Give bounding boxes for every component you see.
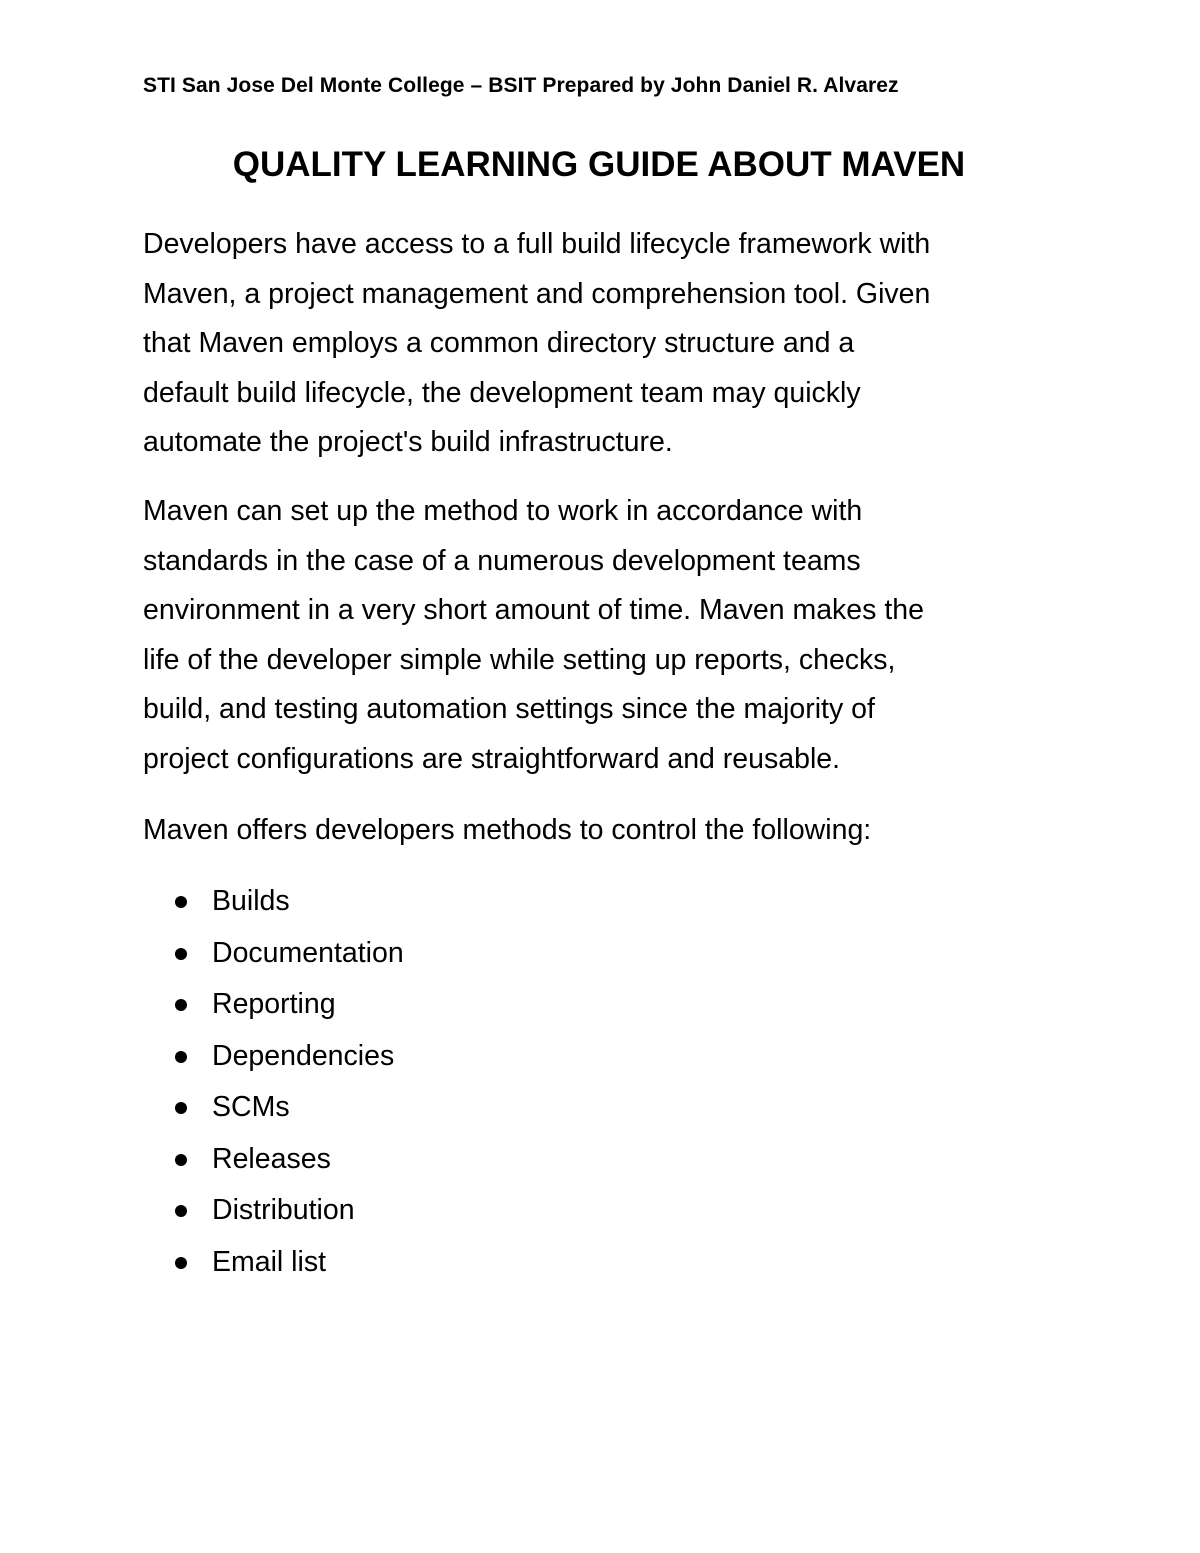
list-item-label: Releases [212,1142,331,1175]
list-item-label: Reporting [212,988,336,1020]
bullet-icon [175,1154,187,1166]
paragraph-line: Maven can set up the method to work in accordance with [143,495,863,527]
paragraph-line: that Maven employs a common directory structure and a [143,327,855,360]
list-item-label: Email list [212,1245,327,1278]
bullet-icon [175,1051,187,1063]
bullet-icon [175,999,187,1011]
paragraph-line: life of the developer simple while setting up reports, checks, [143,643,896,676]
list-item [143,1082,404,1134]
bullet-icon [175,948,187,960]
list-item [143,1185,404,1237]
list-item [143,876,404,928]
list-item-label: SCMs [212,1091,290,1123]
paragraph-teams [143,487,1073,785]
feature-list [143,876,404,1288]
list-item-label: Builds [212,885,290,917]
list-item-label: Documentation [212,936,404,969]
list-item [143,1134,404,1186]
paragraph-line: project configurations are straightforward and reusable. [143,742,841,775]
list-item-label: Distribution [212,1194,355,1226]
paragraph-list-intro [143,806,1073,856]
list-item-label: Dependencies [212,1039,395,1072]
list-item [143,1237,404,1289]
paragraph-line: standards in the case of a numerous development teams [143,544,861,577]
list-item [143,1031,404,1083]
paragraph-line: default build lifecycle, the development team may quickly [143,376,861,409]
paragraph-intro [143,220,1073,468]
list-item [143,928,404,980]
paragraph-line: Maven offers developers methods to control the following: [143,814,872,846]
list-item [143,979,404,1031]
paragraph-line: automate the project's build infrastructure. [143,426,673,459]
paragraph-line: Developers have access to a full build lifecycle framework with [143,228,931,260]
paragraph-line: Maven, a project management and comprehension tool. Given [143,277,931,310]
paragraph-line: environment in a very short amount of time. Maven makes the [143,594,924,627]
page-header: STI San Jose Del Monte College – BSIT Prepared by John Daniel R. Alvarez [143,74,899,97]
paragraph-line: build, and testing automation settings since the majority of [143,693,875,726]
bullet-icon [175,1205,187,1217]
bullet-icon [175,1257,187,1269]
bullet-icon [175,896,187,908]
bullet-icon [175,1102,187,1114]
page-title: QUALITY LEARNING GUIDE ABOUT MAVEN [232,145,966,184]
